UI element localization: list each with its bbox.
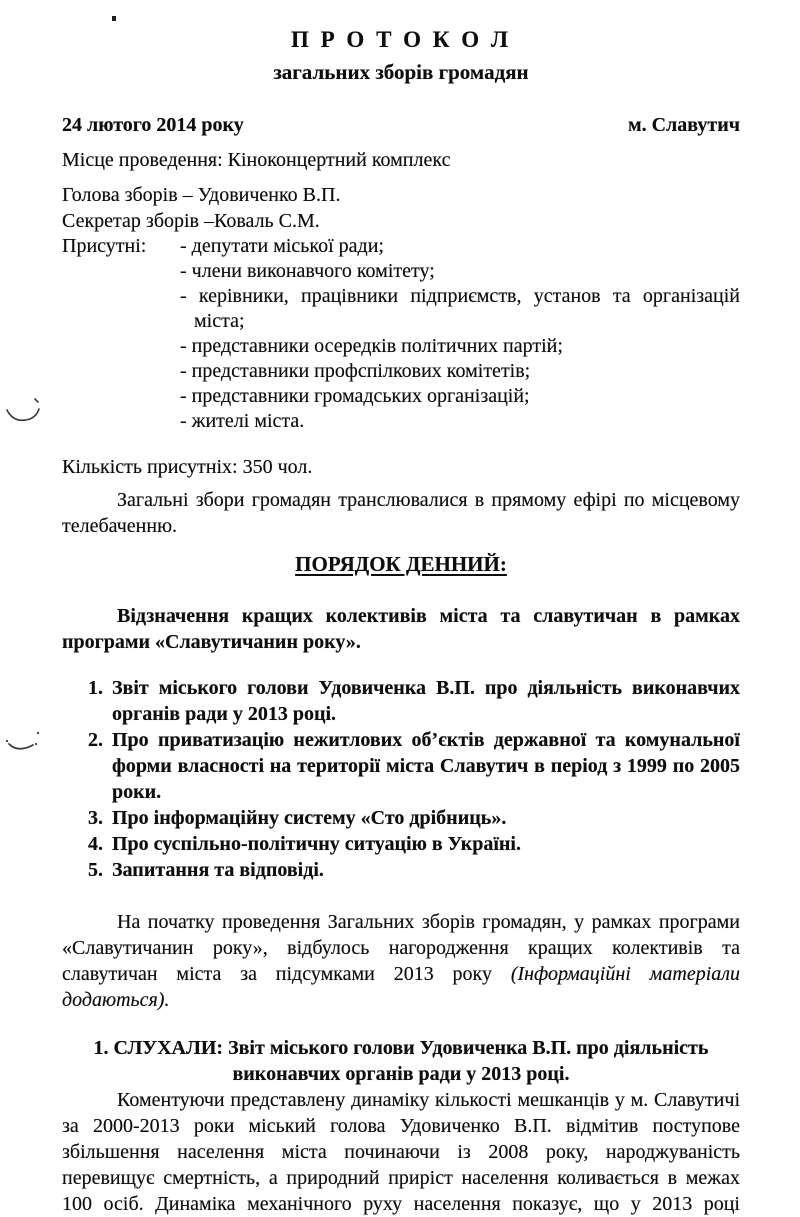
chairman-line: Голова зборів – Удовиченко В.П.: [62, 184, 341, 206]
handwritten-margin-mark: [4, 727, 48, 761]
item-number: 4.: [88, 833, 103, 855]
attendees-block: [62, 234, 740, 434]
secretary-line: Секретар зборів –Коваль С.М.: [62, 210, 320, 232]
list-item: - представники громадських організацій;: [180, 385, 530, 407]
document-date: 24 лютого 2014 року: [62, 114, 244, 136]
document-title: П Р О Т О К О Л: [290, 27, 511, 52]
item-text: Про інформаційну систему «Сто дрібниць».: [112, 807, 507, 829]
broadcast-paragraph: Загальні збори громадян транслювалися в прямому ефірі по місцевому телебаченню.: [62, 489, 740, 537]
list-item: [62, 727, 740, 805]
item-text: Про суспільно-політичну ситуацію в Україні.: [112, 833, 521, 855]
list-item: - представники профспілкових комітетів;: [180, 360, 531, 382]
date-place-row: [62, 112, 740, 138]
awards-note-italic: (Інформаційні матеріали додаються).: [62, 963, 740, 1011]
item-number: 2.: [88, 729, 103, 751]
section1-paragraph: Коментуючи представлену динаміку кількості мешканців у м. Славутичі за 2000-2013 роки міський голова Удовиченко В.П. відмітив поступове збільшення населення міста починаючи із 2008 року, народжуваність перевищує смертність, а природний приріст населення коливається в межах 100 осіб. Динаміка механічного руху населення показує, що у 2013 році: [62, 1089, 740, 1215]
document-city: м. Славутич: [627, 114, 740, 136]
list-item: - депутати міської ради;: [180, 235, 384, 257]
list-item: - керівники, працівники підприємств, установ та організацій міста;: [180, 285, 740, 332]
attendees-list: [180, 234, 740, 434]
item-text: Звіт міського голови Удовиченка В.П. про діяльність виконавчих органів ради у 2013 році.: [112, 677, 740, 725]
section1-heading: 1. СЛУХАЛИ: Звіт міського голови Удовиченка В.П. про діяльність виконавчих органів ради у 2013 році.: [93, 1037, 709, 1085]
item-number: 3.: [88, 807, 103, 829]
agenda-intro-paragraph: Відзначення кращих колективів міста та славутичан в рамках програми «Славутичанин року».: [62, 605, 740, 653]
agenda-list: [62, 675, 740, 883]
item-number: 5.: [88, 859, 103, 881]
location-line: Місце проведення: Кіноконцертний комплекс: [62, 149, 451, 171]
item-number: 1.: [88, 677, 103, 699]
list-item: - представники осередків політичних партій;: [180, 335, 563, 357]
list-item: [62, 831, 740, 857]
item-text: Про приватизацію нежитлових об’єктів державної та комунальної форми власності на території міста Славутич в період з 1999 по 2005 роки.: [112, 729, 740, 803]
list-item: [62, 805, 740, 831]
awards-text: На початку проведення Загальних зборів громадян, у рамках програми «Славутичанин року», відбулось нагородження кращих колективів та славутичан міста за підсумками 2013 року: [62, 911, 740, 985]
list-item: [62, 857, 740, 883]
scan-dot-artifact: [112, 16, 116, 21]
agenda-heading: ПОРЯДОК ДЕННИЙ:: [295, 552, 507, 576]
attendee-count-line: Кількість присутніх: 350 чол.: [62, 456, 313, 478]
list-item: - жителі міста.: [180, 410, 305, 432]
item-text: Запитання та відповіді.: [112, 859, 324, 881]
list-item: [62, 675, 740, 727]
document-subtitle: загальних зборів громадян: [273, 60, 529, 84]
list-item: - члени виконавчого комітету;: [180, 260, 435, 282]
awards-paragraph: [62, 909, 740, 1013]
handwritten-margin-mark: [4, 394, 48, 432]
attendees-label: Присутні:: [62, 235, 147, 257]
